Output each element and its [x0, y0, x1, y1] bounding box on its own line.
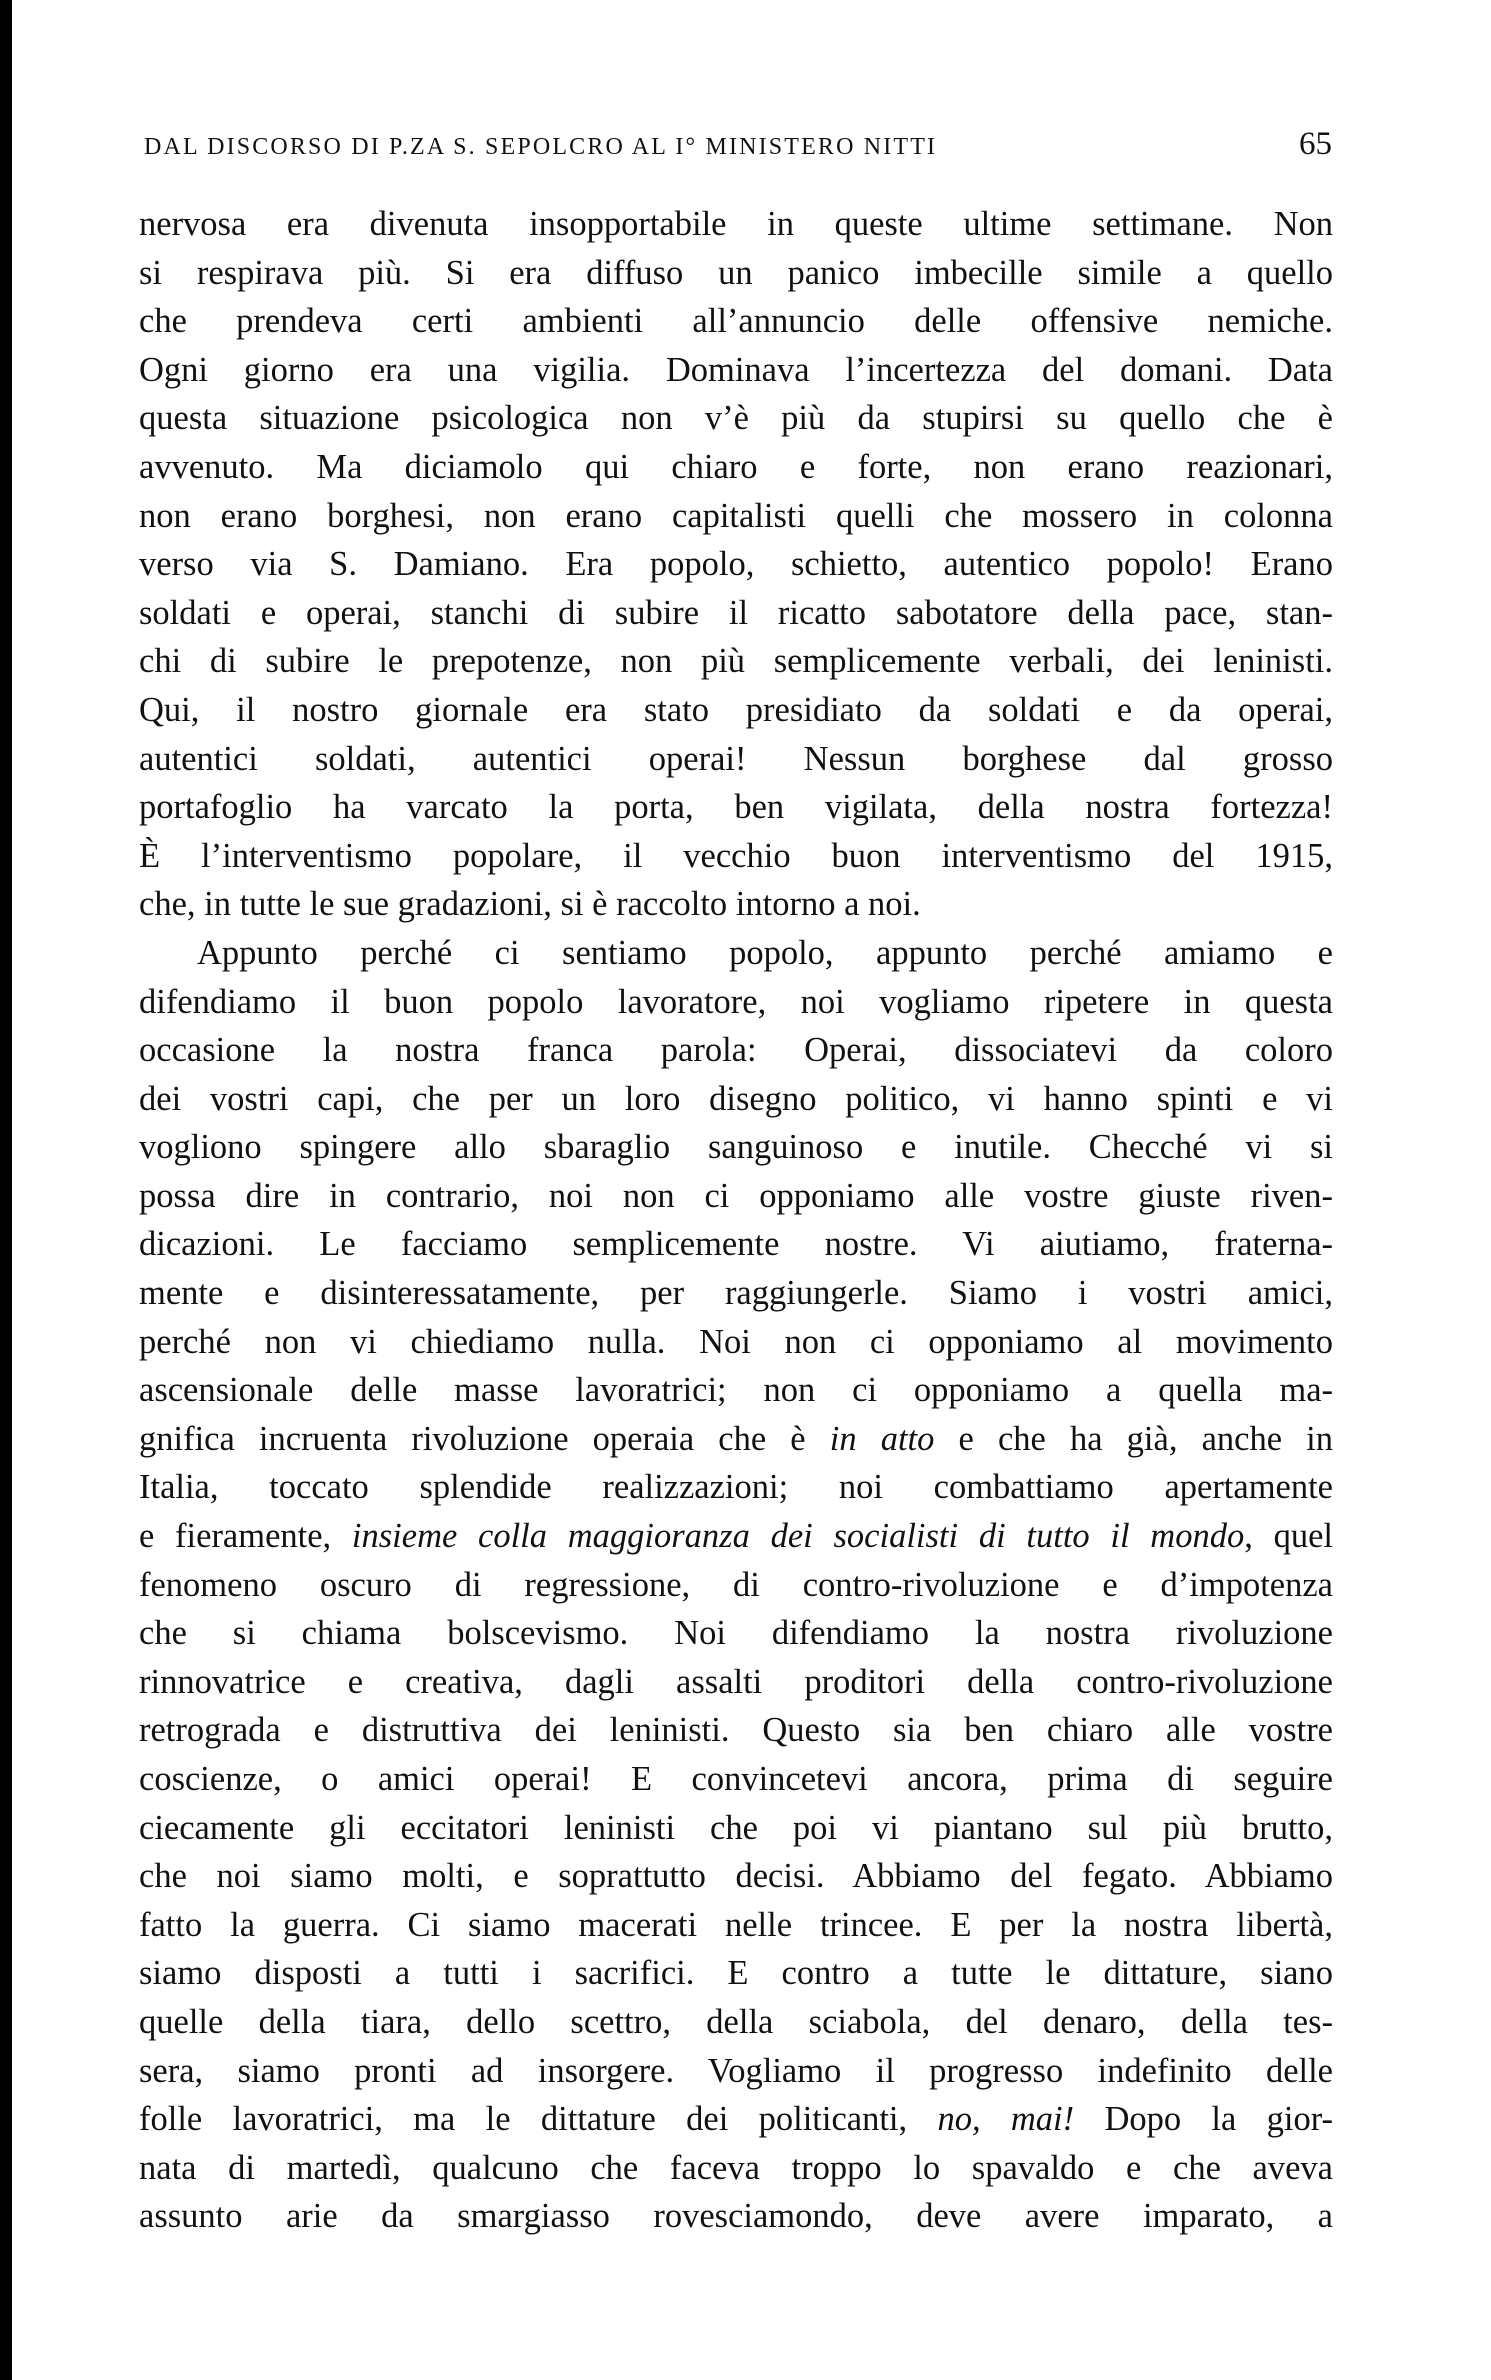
text-line: rinnovatrice e creativa, dagli assalti proditori della contro-rivoluzione [139, 1662, 1333, 1701]
text-line: Italia, toccato splendide realizzazioni; noi combattiamo apertamente [139, 1468, 1333, 1507]
text-line: soldati e operai, stanchi di subire il ricatto sabotatore della pace, stan- [139, 593, 1333, 632]
text-line: ciecamente gli eccitatori leninisti che poi vi piantano sul più brutto, [139, 1808, 1333, 1847]
text-segment: e che ha già, anche in [934, 1419, 1333, 1458]
text-line: dicazioni. Le facciamo semplicemente nostre. Vi aiutiamo, fraterna- [139, 1225, 1333, 1264]
text-line: nervosa era divenuta insopportabile in queste ultime settimane. Non [139, 205, 1333, 243]
text-line: che si chiama bolscevismo. Noi difendiamo la nostra rivoluzione [139, 1614, 1333, 1653]
text-line: fatto la guerra. Ci siamo macerati nelle trincee. E per la nostra libertà, [139, 1905, 1333, 1944]
text-line: Appunto perché ci sentiamo popolo, appunto perché amiamo e [197, 933, 1333, 972]
text-segment: Dopo la gior- [1074, 2100, 1333, 2139]
text-line: vogliono spingere allo sbaraglio sanguinoso e inutile. Checché vi si [139, 1128, 1333, 1167]
text-line: siamo disposti a tutti i sacrifici. E contro a tutte le dittature, siano [139, 1954, 1333, 1993]
text-line: mente e disinteressatamente, per raggiungerle. Siamo i vostri amici, [139, 1274, 1333, 1313]
text-line: occasione la nostra franca parola: Operai, dissociatevi da coloro [139, 1031, 1333, 1070]
text-segment: gnifica incruenta rivoluzione operaia che è [139, 1419, 830, 1458]
text-line: Ogni giorno era una vigilia. Dominava l’incertezza del domani. Data [139, 350, 1333, 389]
text-line: nata di martedì, qualcuno che faceva troppo lo spavaldo e che aveva [139, 2148, 1333, 2187]
running-title: DAL DISCORSO DI P.ZA S. SEPOLCRO AL I° MINISTERO NITTI [144, 134, 938, 160]
text-line: coscienze, o amici operai! E convincetevi ancora, prima di seguire [139, 1760, 1333, 1798]
text-segment: folle lavoratrici, ma le dittature dei politicanti, [139, 2100, 938, 2139]
text-line: che prendeva certi ambienti all’annuncio delle offensive nemiche. [139, 302, 1333, 341]
page-number: 65 [1299, 126, 1332, 162]
text-line: possa dire in contrario, noi non ci opponiamo alle vostre giuste riven- [139, 1176, 1333, 1215]
text-line: si respirava più. Si era diffuso un panico imbecille simile a quello [139, 253, 1333, 292]
running-header [144, 126, 1332, 166]
text-line: non erano borghesi, non erano capitalisti quelli che mossero in colonna [139, 496, 1333, 535]
text-line [139, 2095, 1333, 2144]
italic-segment: no, mai! [937, 2100, 1075, 2139]
text-line: chi di subire le prepotenze, non più semplicemente verbali, dei leninisti. [139, 642, 1333, 681]
text-line: difendiamo il buon popolo lavoratore, noi vogliamo ripetere in questa [139, 982, 1333, 1021]
text-line: verso via S. Damiano. Era popolo, schietto, autentico popolo! Erano [139, 545, 1333, 584]
text-line: autentici soldati, autentici operai! Nessun borghese dal grosso [139, 739, 1333, 778]
text-line: quelle della tiara, dello scettro, della sciabola, del denaro, della tes- [139, 2002, 1333, 2041]
text-line: Qui, il nostro giornale era stato presidiato da soldati e da operai, [139, 690, 1333, 729]
text-line: avvenuto. Ma diciamolo qui chiaro e forte, non erano reazionari, [139, 447, 1333, 486]
text-line: portafoglio ha varcato la porta, ben vigilata, della nostra fortezza! [139, 788, 1333, 827]
text-line: che noi siamo molti, e soprattutto decisi. Abbiamo del fegato. Abbiamo [139, 1857, 1333, 1896]
text-line: sera, siamo pronti ad insorgere. Vogliamo il progresso indefinito delle [139, 2051, 1333, 2090]
text-segment: , quel [1244, 1517, 1333, 1556]
text-segment: e fieramente, [139, 1517, 352, 1556]
text-line: perché non vi chiediamo nulla. Noi non ci opponiamo al movimento [139, 1322, 1333, 1361]
text-line: questa situazione psicologica non v’è più da stupirsi su quello che è [139, 399, 1333, 438]
page-edge-bar [0, 0, 12, 2380]
text-line: assunto arie da smargiasso rovesciamondo, deve avere imparato, a [139, 2197, 1333, 2236]
text-line: dei vostri capi, che per un loro disegno politico, vi hanno spinti e vi [139, 1079, 1333, 1118]
italic-segment: insieme colla maggioranza dei socialisti di tutto il mondo [351, 1517, 1245, 1556]
text-line [139, 1512, 1333, 1561]
text-line: retrograda e distruttiva dei leninisti. Questo sia ben chiaro alle vostre [139, 1711, 1333, 1750]
text-line: È l’interventismo popolare, il vecchio buon interventismo del 1915, [139, 836, 1333, 875]
italic-segment: in atto [829, 1419, 935, 1458]
text-line: fenomeno oscuro di regressione, di contro-rivoluzione e d’impotenza [139, 1565, 1333, 1604]
body-text [139, 200, 1333, 2241]
text-line: che, in tutte le sue gradazioni, si è raccolto intorno a noi. [139, 885, 921, 924]
text-line [139, 1415, 1333, 1464]
text-line: ascensionale delle masse lavoratrici; non ci opponiamo a quella ma- [139, 1371, 1333, 1410]
